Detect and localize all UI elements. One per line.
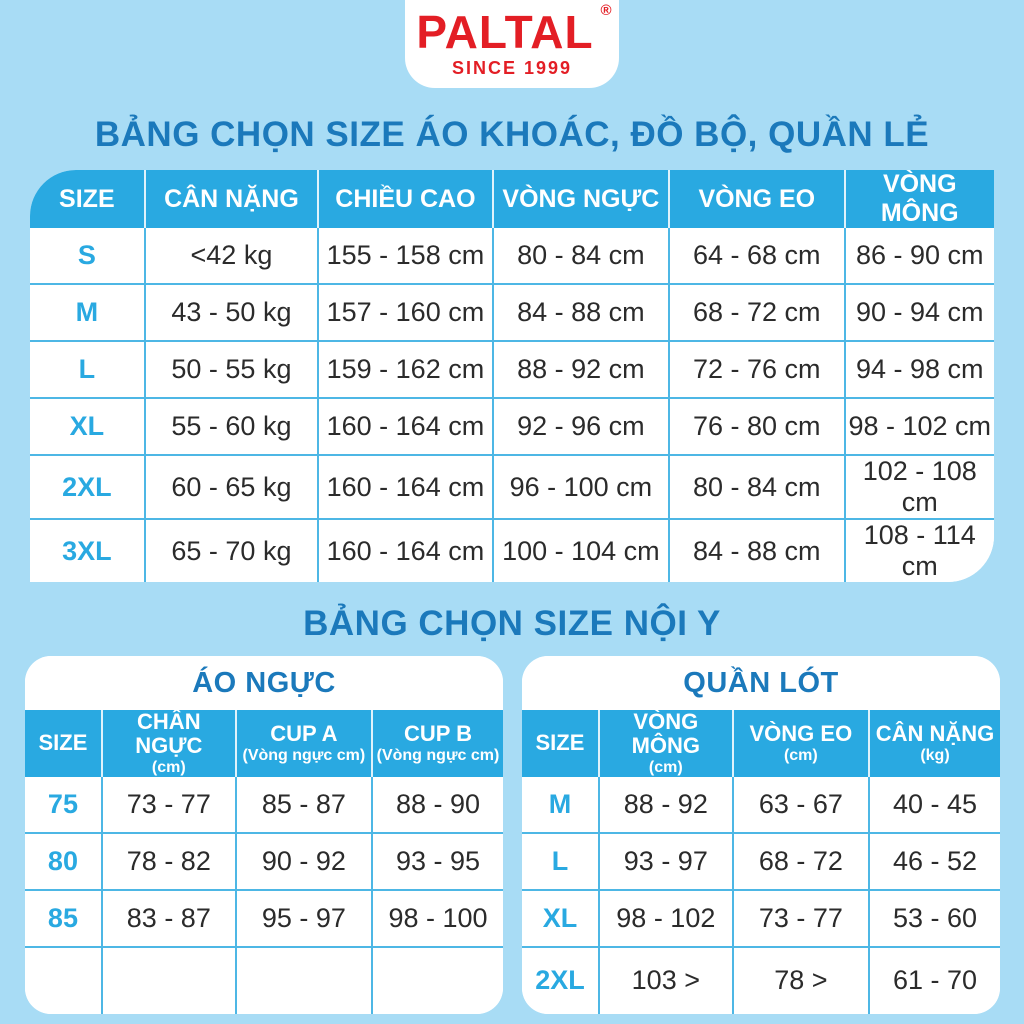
column-header: CHIỀU CAO	[319, 170, 493, 228]
column-header-label: VÒNG EO	[749, 721, 853, 747]
table-row	[25, 777, 503, 834]
value-cell: 80 - 84 cm	[670, 456, 845, 520]
value-cell: 78 >	[734, 948, 870, 1014]
size-cell: XL	[522, 891, 600, 948]
size-cell	[25, 948, 103, 1014]
lingerie-panels	[25, 656, 1000, 1014]
value-cell: 43 - 50 kg	[146, 285, 320, 342]
registered-mark: ®	[600, 2, 612, 19]
value-cell: 65 - 70 kg	[146, 520, 320, 582]
column-header	[522, 710, 600, 777]
column-header	[870, 710, 1000, 777]
brand-tagline: SINCE 1999	[451, 58, 573, 78]
table-row	[522, 834, 1000, 891]
value-cell: 72 - 76 cm	[670, 342, 845, 399]
value-cell: 93 - 97	[600, 834, 734, 891]
column-header-label: CÂN NẶNG	[875, 721, 995, 747]
table-row	[25, 834, 503, 891]
underwear-size-table	[522, 710, 1000, 1014]
underwear-panel	[522, 656, 1000, 1014]
value-cell: 50 - 55 kg	[146, 342, 320, 399]
column-header	[103, 710, 237, 777]
bra-size-table	[25, 710, 503, 1014]
value-cell: 108 - 114 cm	[846, 520, 995, 582]
value-cell: 160 - 164 cm	[319, 520, 493, 582]
value-cell: 98 - 100	[373, 891, 503, 948]
value-cell: 88 - 92 cm	[494, 342, 670, 399]
value-cell: 159 - 162 cm	[319, 342, 493, 399]
value-cell: 84 - 88 cm	[670, 520, 845, 582]
value-cell: 157 - 160 cm	[319, 285, 493, 342]
value-cell: 63 - 67	[734, 777, 870, 834]
value-cell	[103, 948, 237, 1014]
size-cell: 3XL	[30, 520, 146, 582]
value-cell	[373, 948, 503, 1014]
column-header: SIZE	[30, 170, 146, 228]
column-header-label: CUP A	[270, 721, 338, 747]
size-cell: 80	[25, 834, 103, 891]
main-size-table	[30, 170, 994, 582]
bra-panel-title: ÁO NGỰC	[25, 656, 503, 710]
column-header-label: SIZE	[38, 730, 88, 756]
value-cell: 102 - 108 cm	[846, 456, 995, 520]
header-row	[522, 710, 1000, 777]
value-cell: 93 - 95	[373, 834, 503, 891]
value-cell: 78 - 82	[103, 834, 237, 891]
table-row	[30, 456, 994, 520]
table-row	[30, 285, 994, 342]
column-header-unit: (Vòng ngực cm)	[242, 747, 366, 765]
value-cell: 155 - 158 cm	[319, 228, 493, 285]
table-row	[30, 228, 994, 285]
section2-title: BẢNG CHỌN SIZE NỘI Y	[303, 604, 721, 643]
value-cell: 103 >	[600, 948, 734, 1014]
size-cell: 75	[25, 777, 103, 834]
column-header-label: CHÂN NGỰC	[135, 709, 203, 759]
table-row	[25, 891, 503, 948]
header-row	[25, 710, 503, 777]
bra-panel	[25, 656, 503, 1014]
size-cell: 85	[25, 891, 103, 948]
value-cell: 68 - 72 cm	[670, 285, 845, 342]
value-cell: <42 kg	[146, 228, 320, 285]
value-cell: 85 - 87	[237, 777, 373, 834]
underwear-panel-title: QUẦN LÓT	[522, 656, 1000, 710]
size-cell: S	[30, 228, 146, 285]
value-cell: 95 - 97	[237, 891, 373, 948]
value-cell: 98 - 102 cm	[846, 399, 995, 456]
value-cell	[237, 948, 373, 1014]
value-cell: 84 - 88 cm	[494, 285, 670, 342]
value-cell: 55 - 60 kg	[146, 399, 320, 456]
column-header	[734, 710, 870, 777]
value-cell: 98 - 102	[600, 891, 734, 948]
size-cell: L	[30, 342, 146, 399]
value-cell: 83 - 87	[103, 891, 237, 948]
size-cell: XL	[30, 399, 146, 456]
value-cell: 94 - 98 cm	[846, 342, 995, 399]
value-cell: 61 - 70	[870, 948, 1000, 1014]
column-header-unit: (cm)	[151, 759, 186, 777]
value-cell: 73 - 77	[734, 891, 870, 948]
column-header	[25, 710, 103, 777]
column-header-label: CUP B	[403, 721, 472, 747]
size-cell: 2XL	[30, 456, 146, 520]
value-cell: 160 - 164 cm	[319, 456, 493, 520]
column-header: VÒNG NGỰC	[494, 170, 670, 228]
value-cell: 90 - 94 cm	[846, 285, 995, 342]
value-cell: 80 - 84 cm	[494, 228, 670, 285]
column-header-unit: (cm)	[783, 747, 818, 765]
value-cell: 90 - 92	[237, 834, 373, 891]
table-row	[522, 777, 1000, 834]
column-header: VÒNG EO	[670, 170, 845, 228]
size-cell: L	[522, 834, 600, 891]
value-cell: 88 - 90	[373, 777, 503, 834]
value-cell: 53 - 60	[870, 891, 1000, 948]
column-header-unit: (cm)	[648, 759, 683, 777]
value-cell: 100 - 104 cm	[494, 520, 670, 582]
value-cell: 88 - 92	[600, 777, 734, 834]
column-header	[600, 710, 734, 777]
column-header-label: VÒNG MÔNG	[631, 709, 701, 759]
table-row	[522, 948, 1000, 1014]
value-cell: 68 - 72	[734, 834, 870, 891]
value-cell: 73 - 77	[103, 777, 237, 834]
column-header-unit: (Vòng ngực cm)	[376, 747, 500, 765]
brand-name: PALTAL ®	[416, 2, 612, 58]
value-cell: 92 - 96 cm	[494, 399, 670, 456]
table-row	[522, 891, 1000, 948]
size-table	[30, 170, 994, 582]
value-cell: 46 - 52	[870, 834, 1000, 891]
column-header	[237, 710, 373, 777]
size-cell: 2XL	[522, 948, 600, 1014]
column-header	[373, 710, 503, 777]
table-row	[30, 520, 994, 582]
value-cell: 64 - 68 cm	[670, 228, 845, 285]
table-row	[30, 399, 994, 456]
value-cell: 76 - 80 cm	[670, 399, 845, 456]
value-cell: 40 - 45	[870, 777, 1000, 834]
section1-title: BẢNG CHỌN SIZE ÁO KHOÁC, ĐỒ BỘ, QUẦN LẺ	[94, 115, 930, 154]
column-header: CÂN NẶNG	[146, 170, 320, 228]
header-row	[30, 170, 994, 228]
column-header-label: SIZE	[535, 730, 585, 756]
size-cell: M	[522, 777, 600, 834]
column-header-unit: (kg)	[920, 747, 950, 765]
value-cell: 160 - 164 cm	[319, 399, 493, 456]
table-row	[25, 948, 503, 1014]
size-cell: M	[30, 285, 146, 342]
value-cell: 96 - 100 cm	[494, 456, 670, 520]
value-cell: 60 - 65 kg	[146, 456, 320, 520]
table-row	[30, 342, 994, 399]
paltal-logo	[405, 0, 619, 88]
value-cell: 86 - 90 cm	[846, 228, 995, 285]
column-header: VÒNG MÔNG	[846, 170, 995, 228]
